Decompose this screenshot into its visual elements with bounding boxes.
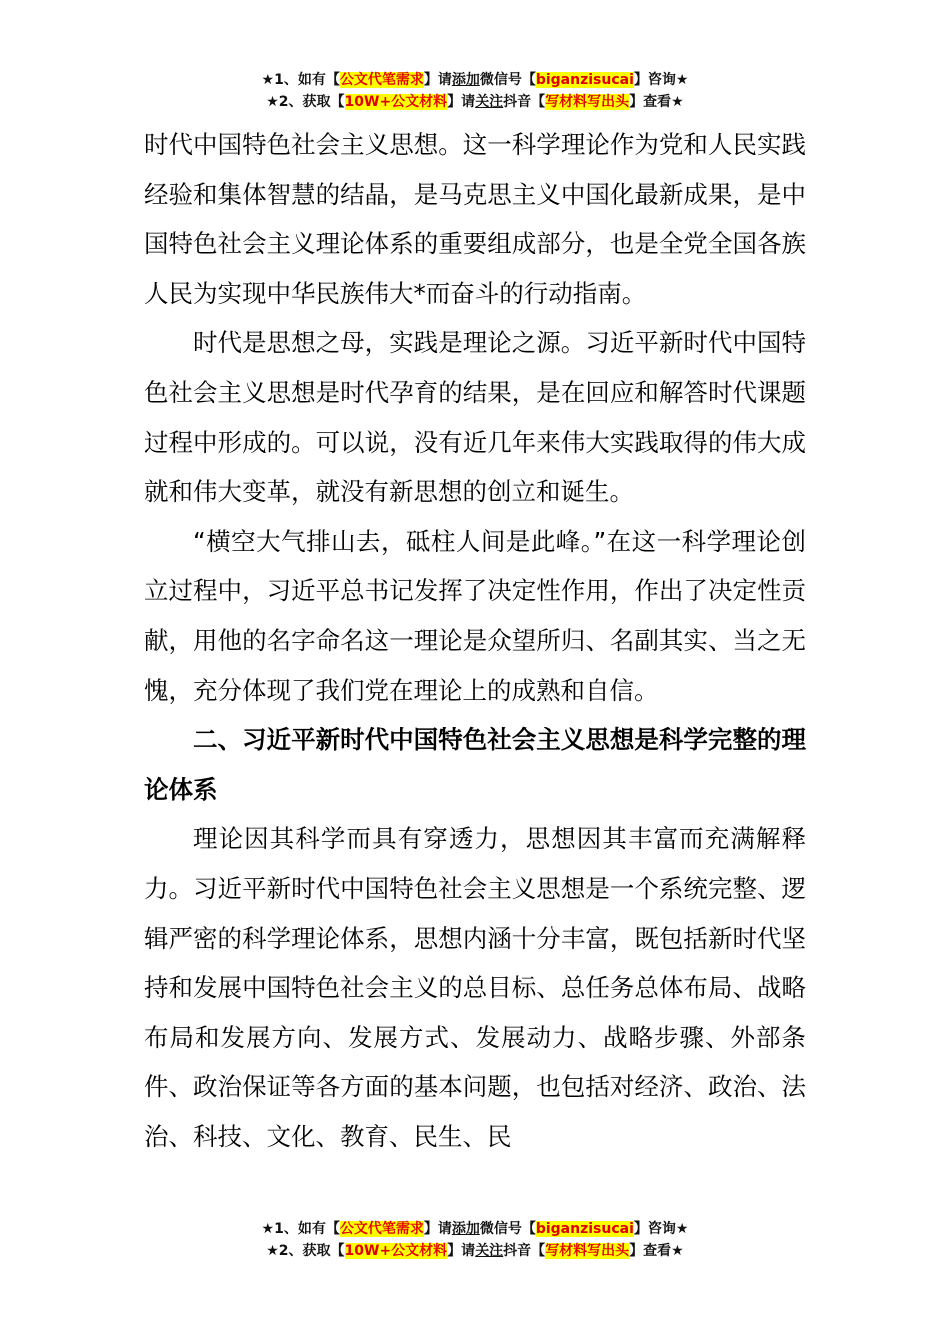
banner-line-2 xyxy=(0,1240,950,1262)
banner-text: 】咨询★ xyxy=(633,72,689,88)
banner-highlight: 10W+公文材料 xyxy=(344,1243,448,1259)
banner-highlight: 公文代笔需求 xyxy=(339,1221,424,1237)
banner-highlight: 10W+公文材料 xyxy=(344,94,448,110)
banner-text: ★2、获取【 xyxy=(266,1243,345,1259)
paragraph: “横空大气排山去，砥柱人间是此峰。”在这一科学理论创立过程中，习近平总书记发挥了决定性作用，作出了决定性贡献，用他的名字命名这一理论是众望所归、名副其实、当之无愧，充分体现了我们党在理论上的成熟和自信。 xyxy=(144,526,806,705)
banner-text: 】查看★ xyxy=(629,1243,684,1259)
paragraph: 时代中国特色社会主义思想。这一科学理论作为党和人民实践经验和集体智慧的结晶，是马克思主义中国化最新成果，是中国特色社会主义理论体系的重要组成部分，也是全党全国各族人民为实现中华民族伟大*而奋斗的行动指南。 xyxy=(144,130,806,308)
banner-text: 微信号【 xyxy=(479,72,536,88)
section-heading: 二、习近平新时代中国特色社会主义思想是科学完整的理论体系 xyxy=(144,725,806,804)
banner-highlight: 写材料写出头 xyxy=(545,94,630,110)
paragraph: 理论因其科学而具有穿透力，思想因其丰富而充满解释力。习近平新时代中国特色社会主义思想是一个系统完整、逻辑严密的科学理论体系，思想内涵十分丰富，既包括新时代坚持和发展中国特色社会主义的总目标、总任务总体布局、战略布局和发展方向、发展方式、发展动力、战略步骤、外部条件、政治保证等各方面的基本问题，也包括对经济、政治、法治、科技、文化、教育、民生、民 xyxy=(144,824,806,1151)
banner-line-1 xyxy=(0,69,950,91)
banner-underline: 添加 xyxy=(451,72,480,88)
banner-text: 】请 xyxy=(447,94,476,110)
document-body xyxy=(144,120,806,1161)
paragraph: 时代是思想之母，实践是理论之源。习近平新时代中国特色社会主义思想是时代孕育的结果，是在回应和解答时代课题过程中形成的。可以说，没有近几年来伟大实践取得的伟大成就和伟大变革，就没有新思想的创立和诞生。 xyxy=(144,328,806,507)
banner-line-1 xyxy=(0,1218,950,1240)
banner-highlight: biganzisucai xyxy=(535,1221,634,1237)
banner-line-2 xyxy=(0,91,950,113)
banner-highlight: 写材料写出头 xyxy=(545,1243,630,1259)
banner-text: 】请 xyxy=(423,1221,452,1237)
banner-text: 】请 xyxy=(447,1243,476,1259)
banner-underline: 添加 xyxy=(451,1221,480,1237)
header-banner xyxy=(0,69,950,113)
banner-underline: 关注 xyxy=(475,94,504,110)
banner-text: ★2、获取【 xyxy=(266,94,345,110)
footer-banner xyxy=(0,1218,950,1262)
banner-text: ★1、如有【 xyxy=(261,1221,340,1237)
banner-text: 抖音【 xyxy=(503,1243,546,1259)
banner-text: 抖音【 xyxy=(503,94,546,110)
banner-text: 】咨询★ xyxy=(633,1221,689,1237)
banner-text: 微信号【 xyxy=(479,1221,536,1237)
banner-text: 】查看★ xyxy=(629,94,684,110)
banner-highlight: 公文代笔需求 xyxy=(339,72,424,88)
banner-text: ★1、如有【 xyxy=(261,72,340,88)
banner-highlight: biganzisucai xyxy=(535,72,634,88)
banner-text: 】请 xyxy=(423,72,452,88)
banner-underline: 关注 xyxy=(475,1243,504,1259)
